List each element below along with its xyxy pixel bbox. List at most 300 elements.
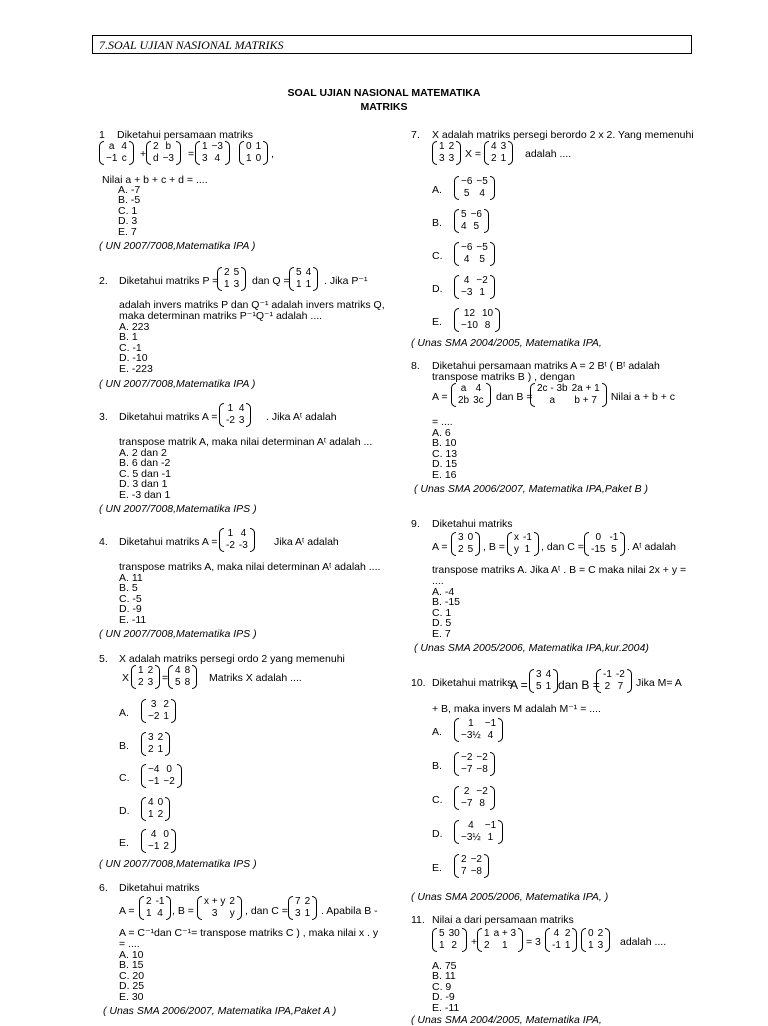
matrix-cell: −2 [148,711,160,722]
q8-after: . Nilai a + b + c [605,391,676,403]
answer-option: C. 20 [119,969,145,982]
answer-option: D. 15 [432,458,458,471]
matrix-cell: 3 [147,677,154,688]
q6-a: A = [119,905,135,917]
bracket-right [518,928,523,952]
matrix-cell: d [153,153,159,164]
q9-source: ( Unas SMA 2005/2006, Matematika IPA,kur.2004) [414,642,649,654]
matrix-cell: 0 [595,532,601,543]
matrix-cell: 1 [484,928,490,939]
matrix-cell: 5 [175,677,181,688]
q2-number: 2. [99,275,108,287]
matrix-cell: 2 [229,896,235,907]
matrix-cell: 1 [588,940,594,951]
document-header: 7.SOAL UJIAN NASIONAL MATRIKS [92,35,692,54]
matrix-cell: 4 [238,403,245,414]
matrix-cell: 2 [147,665,154,676]
q2-text: Diketahui matriks P = [119,275,219,287]
matrix-cell: −6 [461,242,473,253]
answer-option-matrix [141,829,176,853]
matrix-cell: -3 [238,540,248,551]
matrix-cell: −1 [484,820,497,831]
bracket-right [508,141,513,165]
q5-after: Matriks X adalah .... [209,672,302,684]
q2-matrix-p [217,267,246,291]
page-subtitle: MATRIKS [360,101,408,113]
matrix-cell: a [460,383,467,394]
answer-option: A. 11 [119,572,143,584]
answer-option: C. 9 [432,980,452,993]
matrix-cell: 2 [564,928,571,939]
matrix-cell: b + 7 [574,395,597,406]
q6-line3: = .... [119,938,140,950]
matrix-cell: -1 [523,532,532,543]
matrix-cell: 1 [545,681,552,692]
matrix-cell: −4 [148,764,160,775]
answer-option: B. 6 dan -2 [119,457,171,470]
q6-source: ( Unas SMA 2006/2007, Matematika IPA,Paket A ) [103,1005,337,1017]
answer-option-label: B. [119,739,129,752]
matrix-cell: 2 [304,896,311,907]
q10-source: ( Unas SMA 2005/2006, Matematika IPA, ) [411,891,609,903]
matrix-cell: 2 [604,681,611,692]
bracket-right [620,532,625,556]
q4-matrix-a [219,528,255,552]
bracket-right [495,308,500,332]
q1-number: 1 [99,129,105,141]
matrix-cell: 2 [597,928,604,939]
matrix-cell: 2 [163,841,169,852]
answer-option: D. -10 [119,352,148,365]
answer-option: A. 10 [119,949,144,961]
q1-matrix-3 [195,141,230,165]
q4-number: 4. [99,536,108,548]
bracket-right [490,786,495,810]
answer-option: B. 15 [119,959,144,972]
matrix-cell: 4 [150,829,157,840]
matrix-cell: 3 [536,669,542,680]
q3-after: . Jika Aᵗ adalah [266,411,337,423]
matrix-cell: −2 [163,776,175,787]
matrix-cell: −1 [148,841,160,852]
answer-option: D. 25 [119,980,145,993]
answer-option-matrix [454,176,495,200]
matrix-cell: 3 [150,699,157,710]
answer-option: E. -3 dan 1 [119,488,171,501]
matrix-cell: a [549,395,556,406]
matrix-cell: 5 [536,681,542,692]
page-title: SOAL UJIAN NASIONAL MATEMATIKA [287,87,481,99]
matrix-cell: 4 [475,383,482,394]
answer-option: E. -11 [119,613,147,626]
bracket-right [129,141,134,165]
answer-option-label: A. [119,707,129,719]
matrix-cell: 7 [617,681,624,692]
matrix-cell: 4 [545,669,552,680]
matrix-cell: 0 [255,153,262,164]
answer-option-matrix [454,718,503,742]
matrix-cell: 3 [211,908,218,919]
answer-option: D. 3 [118,215,138,228]
bracket-right [498,718,503,742]
q7-x: X = [465,148,482,160]
matrix-cell: x + y [204,896,226,907]
q3-matrix-a [219,403,251,427]
matrix-cell: 1 [296,279,302,290]
matrix-cell: 4 [463,275,470,286]
matrix-cell: 5 [467,544,474,555]
matrix-cell: 2 [157,731,164,743]
matrix-cell: -1 [552,940,561,951]
answer-option: A. 6 [432,427,451,439]
matrix-cell: 1 [524,544,531,555]
q4-text: Diketahui matriks A = [119,536,218,548]
matrix-cell: 0 [157,796,164,808]
answer-option: C. 1 [118,204,138,217]
answer-option: A. -7 [118,184,141,196]
q6-text: Diketahui matriks [119,882,200,894]
matrix-cell: -2 [226,415,235,426]
q6-matrix-b [197,896,242,920]
matrix-cell: −6 [461,176,473,187]
q11-matrix-4 [581,928,610,952]
matrix-cell: 4 [305,267,312,278]
matrix-cell: 10 [481,308,494,319]
q8-matrix-a [451,383,491,407]
q9-line3: .... [432,575,444,587]
matrix-cell: 4 [240,528,247,539]
answer-option-matrix [454,752,495,776]
answer-option: B. 11 [432,970,456,983]
q9-matrix-c [584,532,625,556]
q5-equals: = [162,672,169,684]
bracket-right [490,275,495,299]
matrix-cell: 0 [166,764,172,775]
q2-matrix-q [289,267,318,291]
matrix-cell: 2 [148,743,154,755]
q8-line2: transpose matriks B ) , dengan [432,371,575,383]
matrix-cell: 1 [202,141,208,152]
matrix-cell: 4 [214,153,221,164]
answer-option: E. 30 [119,990,144,1003]
matrix-cell: 4 [553,928,560,939]
matrix-cell: −1 [106,153,118,164]
answer-option-label: B. [432,217,442,229]
q4-after: Jika Aᵗ adalah [274,536,339,548]
bracket-right [475,532,480,556]
matrix-cell: 4 [157,908,163,919]
bracket-right [225,141,230,165]
q10-number: 10. [411,677,426,689]
matrix-cell: 2 [157,808,164,820]
matrix-cell: a + 3 [493,928,517,939]
matrix-cell: 1 [500,153,507,164]
q2-source: ( UN 2007/7008,Matematika IPA ) [99,378,256,390]
matrix-cell: 0 [467,532,474,543]
matrix-cell: 2c - 3b [537,383,568,394]
q1-equals: = [188,148,195,160]
q7-source: ( Unas SMA 2004/2005, Matematika IPA, [411,337,602,349]
q8-text: Diketahui persamaan matriks A = 2 Bᵗ ( Bᵗ adalah [432,360,660,372]
q1-source: ( UN 2007/7008,Matematika IPA ) [99,240,256,252]
matrix-cell: 4 [491,141,497,152]
matrix-cell: 1 [224,279,230,290]
q3-line2: transpose matrik A, maka nilai determinan Aᵗ adalah ... [119,436,373,448]
answer-option: B. -5 [118,194,141,207]
bracket-right [176,141,181,165]
q5-text: X adalah matriks persegi ordo 2 yang memenuhi [119,653,345,665]
answer-option-matrix [454,308,500,332]
matrix-cell: 3 [439,153,445,164]
answer-option-matrix [454,209,489,233]
q9-text: Diketahui matriks [432,518,513,530]
matrix-cell: 1 [246,153,252,164]
q9-line2: transpose matriks A. Jika Aᵗ . B = C maka nilai 2x + y = [432,564,687,576]
matrix-cell: 7 [461,866,467,877]
q6-b: , B = [172,905,194,917]
matrix-cell: -1 [155,896,165,907]
matrix-cell: y [514,544,519,555]
matrix-cell: 3 [148,731,154,743]
matrix-cell: 2 [461,854,467,865]
q1-line2: Nilai a + b + c + d = .... [102,174,208,186]
matrix-cell: y [229,908,235,919]
matrix-cell: 4 [121,141,127,152]
q2-line2: adalah invers matriks P dan Q⁻¹ adalah invers matriks Q, [119,299,385,311]
matrix-cell: −5 [476,176,488,187]
matrix-cell: 1 [487,832,494,843]
matrix-cell: −7 [461,764,473,775]
matrix-cell: 1 [227,403,234,414]
q6-after: . Apabila B - [321,905,378,917]
answer-option: B. -15 [432,596,461,609]
matrix-cell: 2 [463,786,470,797]
matrix-cell: −2 [461,752,473,763]
matrix-cell: 4 [175,665,181,676]
answer-option-label: C. [119,772,130,784]
matrix-cell: 1 [479,287,485,298]
q11-matrix-3 [545,928,577,952]
answer-option: D. -9 [119,603,142,616]
q2-line3: maka determinan matriks P⁻¹Q⁻¹ adalah .... [119,310,323,322]
q1-matrix-1 [99,141,134,165]
matrix-cell: 1 [227,528,234,539]
answer-option-matrix [454,786,495,810]
q10-text: Diketahui matriks [432,677,513,689]
matrix-cell: −2 [470,854,482,865]
bracket-right [462,928,467,952]
matrix-cell: −7 [461,798,473,809]
answer-option: E. -11 [432,1001,460,1014]
matrix-cell: 1 [148,808,154,820]
matrix-cell: 1 [439,141,445,152]
answer-option: E. -223 [119,362,153,375]
q3-number: 3. [99,411,108,423]
bracket-right [192,665,197,689]
matrix-cell: a [108,141,115,152]
matrix-cell: -2 [615,669,625,680]
q11-plus: + [471,936,478,948]
q7-after: adalah .... [525,148,572,160]
matrix-cell: −3½ [461,730,481,741]
matrix-cell: 5 [439,928,445,939]
matrix-cell: 4 [148,796,154,808]
bracket-right [166,896,171,920]
matrix-cell: 2 [458,544,464,555]
q1-matrix-4 [239,141,268,165]
q6-c: , dan C = [245,905,288,917]
matrix-cell: 3 [202,153,208,164]
matrix-cell: 2 [224,267,230,278]
answer-option-matrix [141,732,170,756]
q2-after: . Jika P⁻¹ [324,275,368,287]
q9-matrix-b [507,532,539,556]
q5-matrix-2 [168,665,197,689]
answer-option: A. -4 [432,586,455,598]
answer-option-label: E. [119,837,129,849]
bracket-right [313,267,318,291]
answer-option-matrix [454,854,489,878]
q4-source: ( UN 2007/7008,Matematika IPS ) [99,628,257,640]
q6-line2: A = C⁻¹dan C⁻¹= transpose matriks C ) , maka nilai x . y [119,927,379,939]
matrix-cell: 3 [597,940,604,951]
matrix-cell: 4 [479,188,485,199]
answer-option-matrix [454,275,495,299]
q10-line2: + B, maka invers M adalah M⁻¹ = .... [432,703,601,715]
q2-dan: dan Q = [252,275,290,287]
matrix-cell: 2 [163,699,169,710]
matrix-cell: 3 [295,908,301,919]
bracket-right [490,752,495,776]
matrix-cell: 5 [479,254,485,265]
matrix-cell: -2 [226,540,235,551]
q9-number: 9. [411,518,420,530]
matrix-cell: 2 [138,677,144,688]
matrix-cell: 3c [473,395,484,406]
bracket-right [498,820,503,844]
q9-matrix-a [451,532,480,556]
q3-text: Diketahui matriks A = [119,411,218,423]
answer-option: C. -5 [119,592,142,605]
bracket-right [165,732,170,756]
answer-option: B. 5 [119,582,138,595]
bracket-right [246,403,251,427]
matrix-cell: 5 [463,188,470,199]
matrix-cell: 2 [491,153,497,164]
answer-option: D. 3 dan 1 [119,478,168,491]
bracket-right [155,665,160,689]
answer-option: A. 75 [432,960,457,972]
matrix-cell: 0 [588,928,594,939]
q10-matrix-b [596,669,632,693]
matrix-cell: 3 [458,532,464,543]
bracket-right [177,764,182,788]
q7-number: 7. [411,129,420,141]
answer-option: B. 1 [119,331,138,344]
bracket-right [484,209,489,233]
matrix-cell: −5 [476,242,488,253]
answer-option-label: D. [432,828,443,840]
q6-number: 6. [99,882,108,894]
matrix-cell: 8 [479,798,485,809]
answer-option: A. 2 dan 2 [119,447,167,459]
matrix-cell: −2 [476,275,488,286]
matrix-cell: −3½ [461,832,481,843]
answer-option-matrix [454,242,495,266]
answer-option-label: E. [432,862,442,874]
matrix-cell: -1 [603,669,612,680]
bracket-right [263,141,268,165]
matrix-cell: 5 [461,209,467,220]
bracket-right [237,896,242,920]
q5-source: ( UN 2007/7008,Matematika IPS ) [99,858,257,870]
matrix-cell: −1 [484,718,497,729]
matrix-cell: 1 [439,940,445,951]
q6-matrix-a [139,896,171,920]
bracket-right [484,854,489,878]
matrix-cell: x [514,532,519,543]
matrix-cell: −8 [470,866,482,877]
q1-text: Diketahui persamaan matriks [117,129,253,141]
matrix-cell: 4 [463,254,470,265]
answer-option: D. 5 [432,617,452,630]
bracket-right [171,829,176,853]
matrix-cell: 0 [246,141,252,152]
bracket-right [490,242,495,266]
answer-option-label: A. [432,184,442,196]
answer-option-matrix [141,764,182,788]
q11-number: 11. [411,914,425,926]
matrix-cell: 1 [305,279,312,290]
q8-line3: = .... [432,416,453,428]
matrix-cell: 2 [146,896,152,907]
matrix-cell: 5 [473,221,480,232]
answer-option-matrix [141,699,176,723]
matrix-cell: 1 [304,908,311,919]
answer-option: C. -1 [119,341,142,354]
matrix-cell: 2 [448,141,455,152]
q3-source: ( UN 2007/7008,Matematika IPS ) [99,503,257,515]
q9-after: . Aᵗ adalah [627,541,677,553]
matrix-cell: −3 [211,141,223,152]
answer-option: A. 223 [119,321,150,333]
bracket-right [490,176,495,200]
q5-matrix-1 [131,665,160,689]
bracket-right [534,532,539,556]
q11-eq: = 3 [526,936,541,948]
matrix-cell: b [165,141,172,152]
matrix-cell: 1 [564,940,571,951]
q4-line2: transpose matriks A, maka nilai determinan Aᵗ adalah .... [119,561,381,573]
matrix-cell: 5 [611,544,617,555]
matrix-cell: 2a + 1 [571,383,600,394]
bracket-right [165,797,170,821]
q1-matrix-2 [146,141,181,165]
q10-after: Jika M= A [636,677,682,689]
bracket-right [572,928,577,952]
matrix-cell: 3 [233,279,240,290]
matrix-cell: 2 [484,940,490,951]
matrix-cell: −2 [476,752,488,763]
matrix-cell: 7 [295,896,301,907]
bracket-right [171,699,176,723]
matrix-cell: 1 [157,743,164,755]
q9-b: , B = [483,541,505,553]
matrix-cell: 1 [163,711,169,722]
matrix-cell: 8 [484,320,491,331]
q1-plus: + [140,148,147,160]
bracket-right [456,141,461,165]
